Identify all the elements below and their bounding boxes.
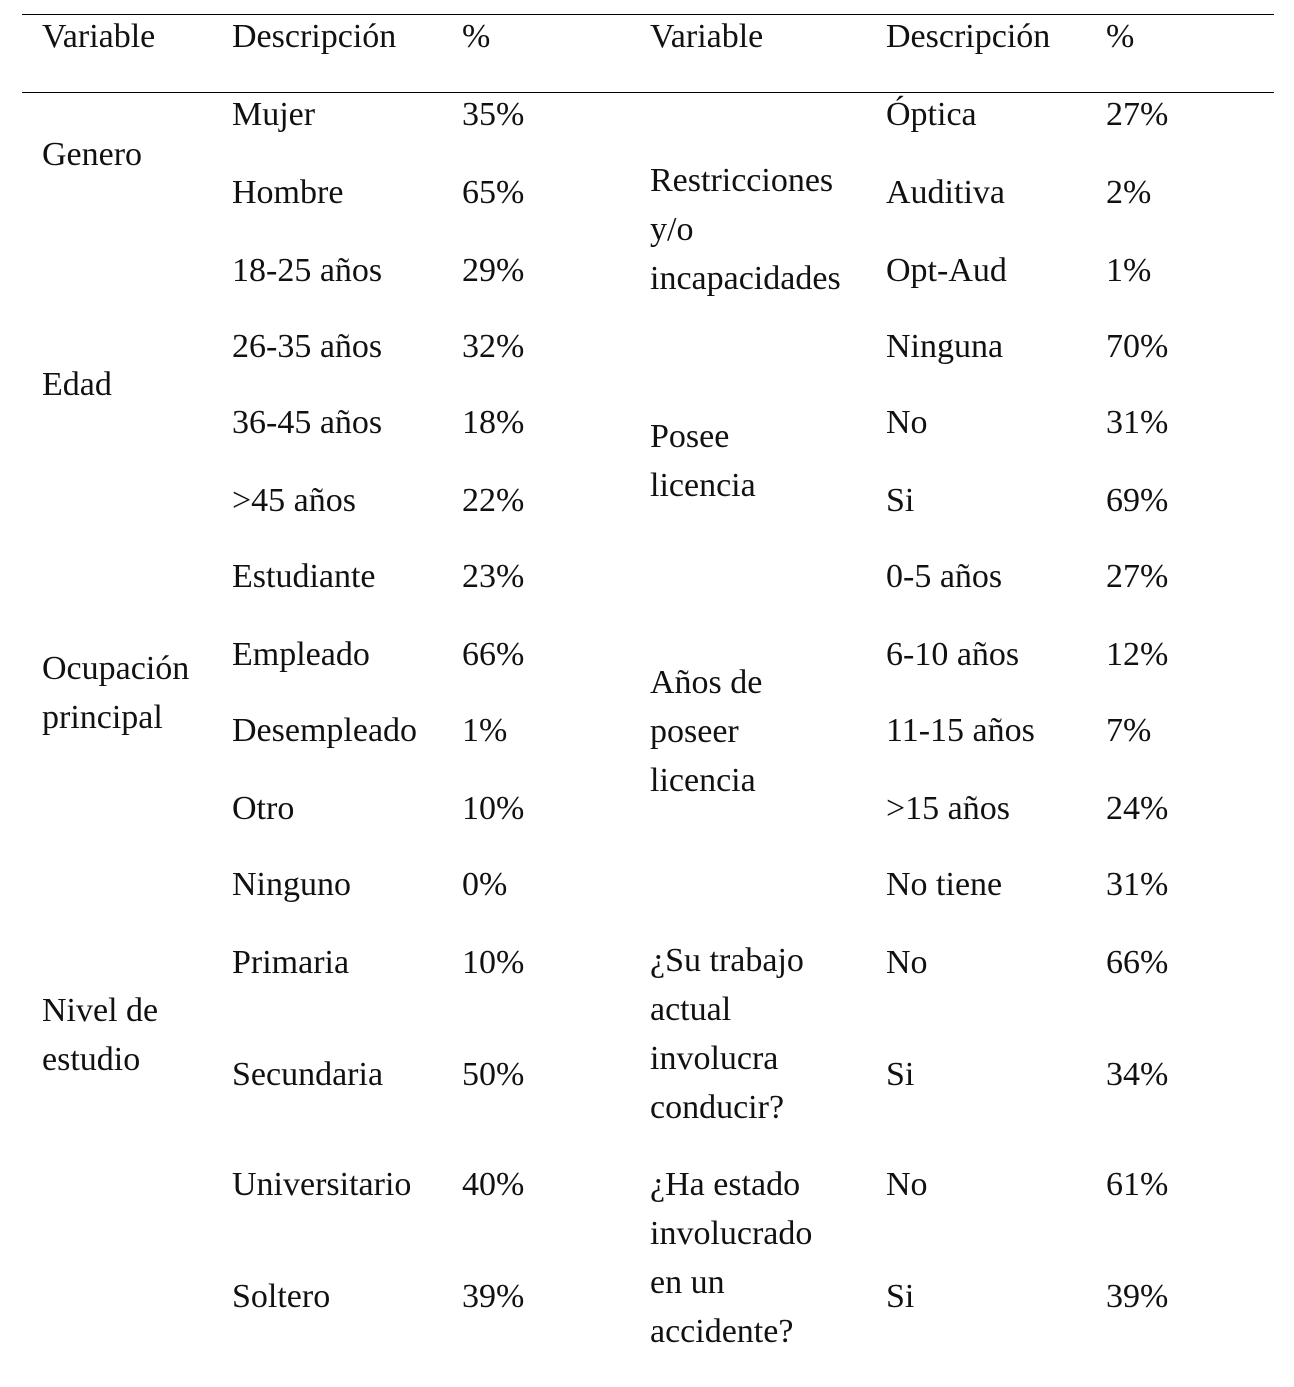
table-top-rule xyxy=(22,14,1274,15)
left-desc-soltero: Soltero xyxy=(232,1278,331,1315)
variable-nivel-estudio: Nivel de estudio xyxy=(42,992,159,1078)
left-pct-otro: 10% xyxy=(462,790,525,827)
right-pct-trabajo-no: 66% xyxy=(1106,944,1169,981)
left-desc-36-45: 36-45 años xyxy=(232,404,383,441)
left-desc-empleado: Empleado xyxy=(232,636,370,673)
header-variable-left: Variable xyxy=(42,18,156,55)
left-desc-otro: Otro xyxy=(232,790,295,827)
left-pct-desempleado: 1% xyxy=(462,712,508,749)
variable-anos-licencia: Años de poseer licencia xyxy=(650,664,763,799)
variable-posee-licencia: Posee licencia xyxy=(650,418,756,504)
right-pct-15plus: 24% xyxy=(1106,790,1169,827)
right-pct-licencia-si: 69% xyxy=(1106,482,1169,519)
header-percent-left: % xyxy=(462,18,491,55)
header-percent-right: % xyxy=(1106,18,1135,55)
right-pct-6-10: 12% xyxy=(1106,636,1169,673)
left-desc-45plus: >45 años xyxy=(232,482,356,519)
left-pct-primaria: 10% xyxy=(462,944,525,981)
right-desc-auditiva: Auditiva xyxy=(886,174,1005,211)
variable-ocupacion: Ocupación principal xyxy=(42,650,190,736)
header-descripcion-right: Descripción xyxy=(886,18,1051,55)
header-descripcion-left: Descripción xyxy=(232,18,397,55)
variable-genero: Genero xyxy=(42,136,143,173)
left-pct-ninguno: 0% xyxy=(462,866,508,903)
variable-restricciones: Restricciones y/o incapacidades xyxy=(650,162,841,297)
left-pct-mujer: 35% xyxy=(462,96,525,133)
left-pct-empleado: 66% xyxy=(462,636,525,673)
right-desc-no-tiene: No tiene xyxy=(886,866,1003,903)
left-desc-26-35: 26-35 años xyxy=(232,328,383,365)
left-pct-universitario: 40% xyxy=(462,1166,525,1203)
right-desc-accidente-no: No xyxy=(886,1166,928,1203)
right-desc-6-10: 6-10 años xyxy=(886,636,1020,673)
table-header-rule xyxy=(22,92,1274,93)
right-pct-no-tiene: 31% xyxy=(1106,866,1169,903)
left-desc-18-25: 18-25 años xyxy=(232,252,383,289)
left-desc-mujer: Mujer xyxy=(232,96,316,133)
left-pct-secundaria: 50% xyxy=(462,1056,525,1093)
left-pct-18-25: 29% xyxy=(462,252,525,289)
right-pct-accidente-si: 39% xyxy=(1106,1278,1169,1315)
right-pct-trabajo-si: 34% xyxy=(1106,1056,1169,1093)
right-desc-11-15: 11-15 años xyxy=(886,712,1035,749)
left-desc-desempleado: Desempleado xyxy=(232,712,418,749)
left-desc-estudiante: Estudiante xyxy=(232,558,376,595)
variable-trabajo-conducir: ¿Su trabajo actual involucra conducir? xyxy=(650,942,804,1126)
right-pct-accidente-no: 61% xyxy=(1106,1166,1169,1203)
right-desc-trabajo-si: Si xyxy=(886,1056,915,1093)
right-pct-optica: 27% xyxy=(1106,96,1169,133)
left-pct-soltero: 39% xyxy=(462,1278,525,1315)
left-pct-36-45: 18% xyxy=(462,404,525,441)
right-pct-11-15: 7% xyxy=(1106,712,1152,749)
left-desc-hombre: Hombre xyxy=(232,174,344,211)
left-pct-45plus: 22% xyxy=(462,482,525,519)
right-pct-opt-aud: 1% xyxy=(1106,252,1152,289)
right-desc-15plus: >15 años xyxy=(886,790,1010,827)
right-desc-accidente-si: Si xyxy=(886,1278,915,1315)
right-pct-auditiva: 2% xyxy=(1106,174,1152,211)
right-pct-0-5: 27% xyxy=(1106,558,1169,595)
right-desc-optica: Óptica xyxy=(886,96,977,133)
left-desc-secundaria: Secundaria xyxy=(232,1056,384,1093)
left-pct-hombre: 65% xyxy=(462,174,525,211)
left-desc-universitario: Universitario xyxy=(232,1166,412,1203)
right-desc-0-5: 0-5 años xyxy=(886,558,1003,595)
right-desc-trabajo-no: No xyxy=(886,944,928,981)
right-desc-ninguna: Ninguna xyxy=(886,328,1004,365)
left-desc-primaria: Primaria xyxy=(232,944,350,981)
right-desc-opt-aud: Opt-Aud xyxy=(886,252,1007,289)
right-pct-ninguna: 70% xyxy=(1106,328,1169,365)
left-desc-ninguno: Ninguno xyxy=(232,866,351,903)
right-pct-licencia-no: 31% xyxy=(1106,404,1169,441)
header-variable-right: Variable xyxy=(650,18,764,55)
left-pct-estudiante: 23% xyxy=(462,558,525,595)
variable-edad: Edad xyxy=(42,366,112,403)
left-pct-26-35: 32% xyxy=(462,328,525,365)
right-desc-licencia-si: Si xyxy=(886,482,915,519)
right-desc-licencia-no: No xyxy=(886,404,928,441)
variable-accidente: ¿Ha estado involucrado en un accidente? xyxy=(650,1166,813,1350)
